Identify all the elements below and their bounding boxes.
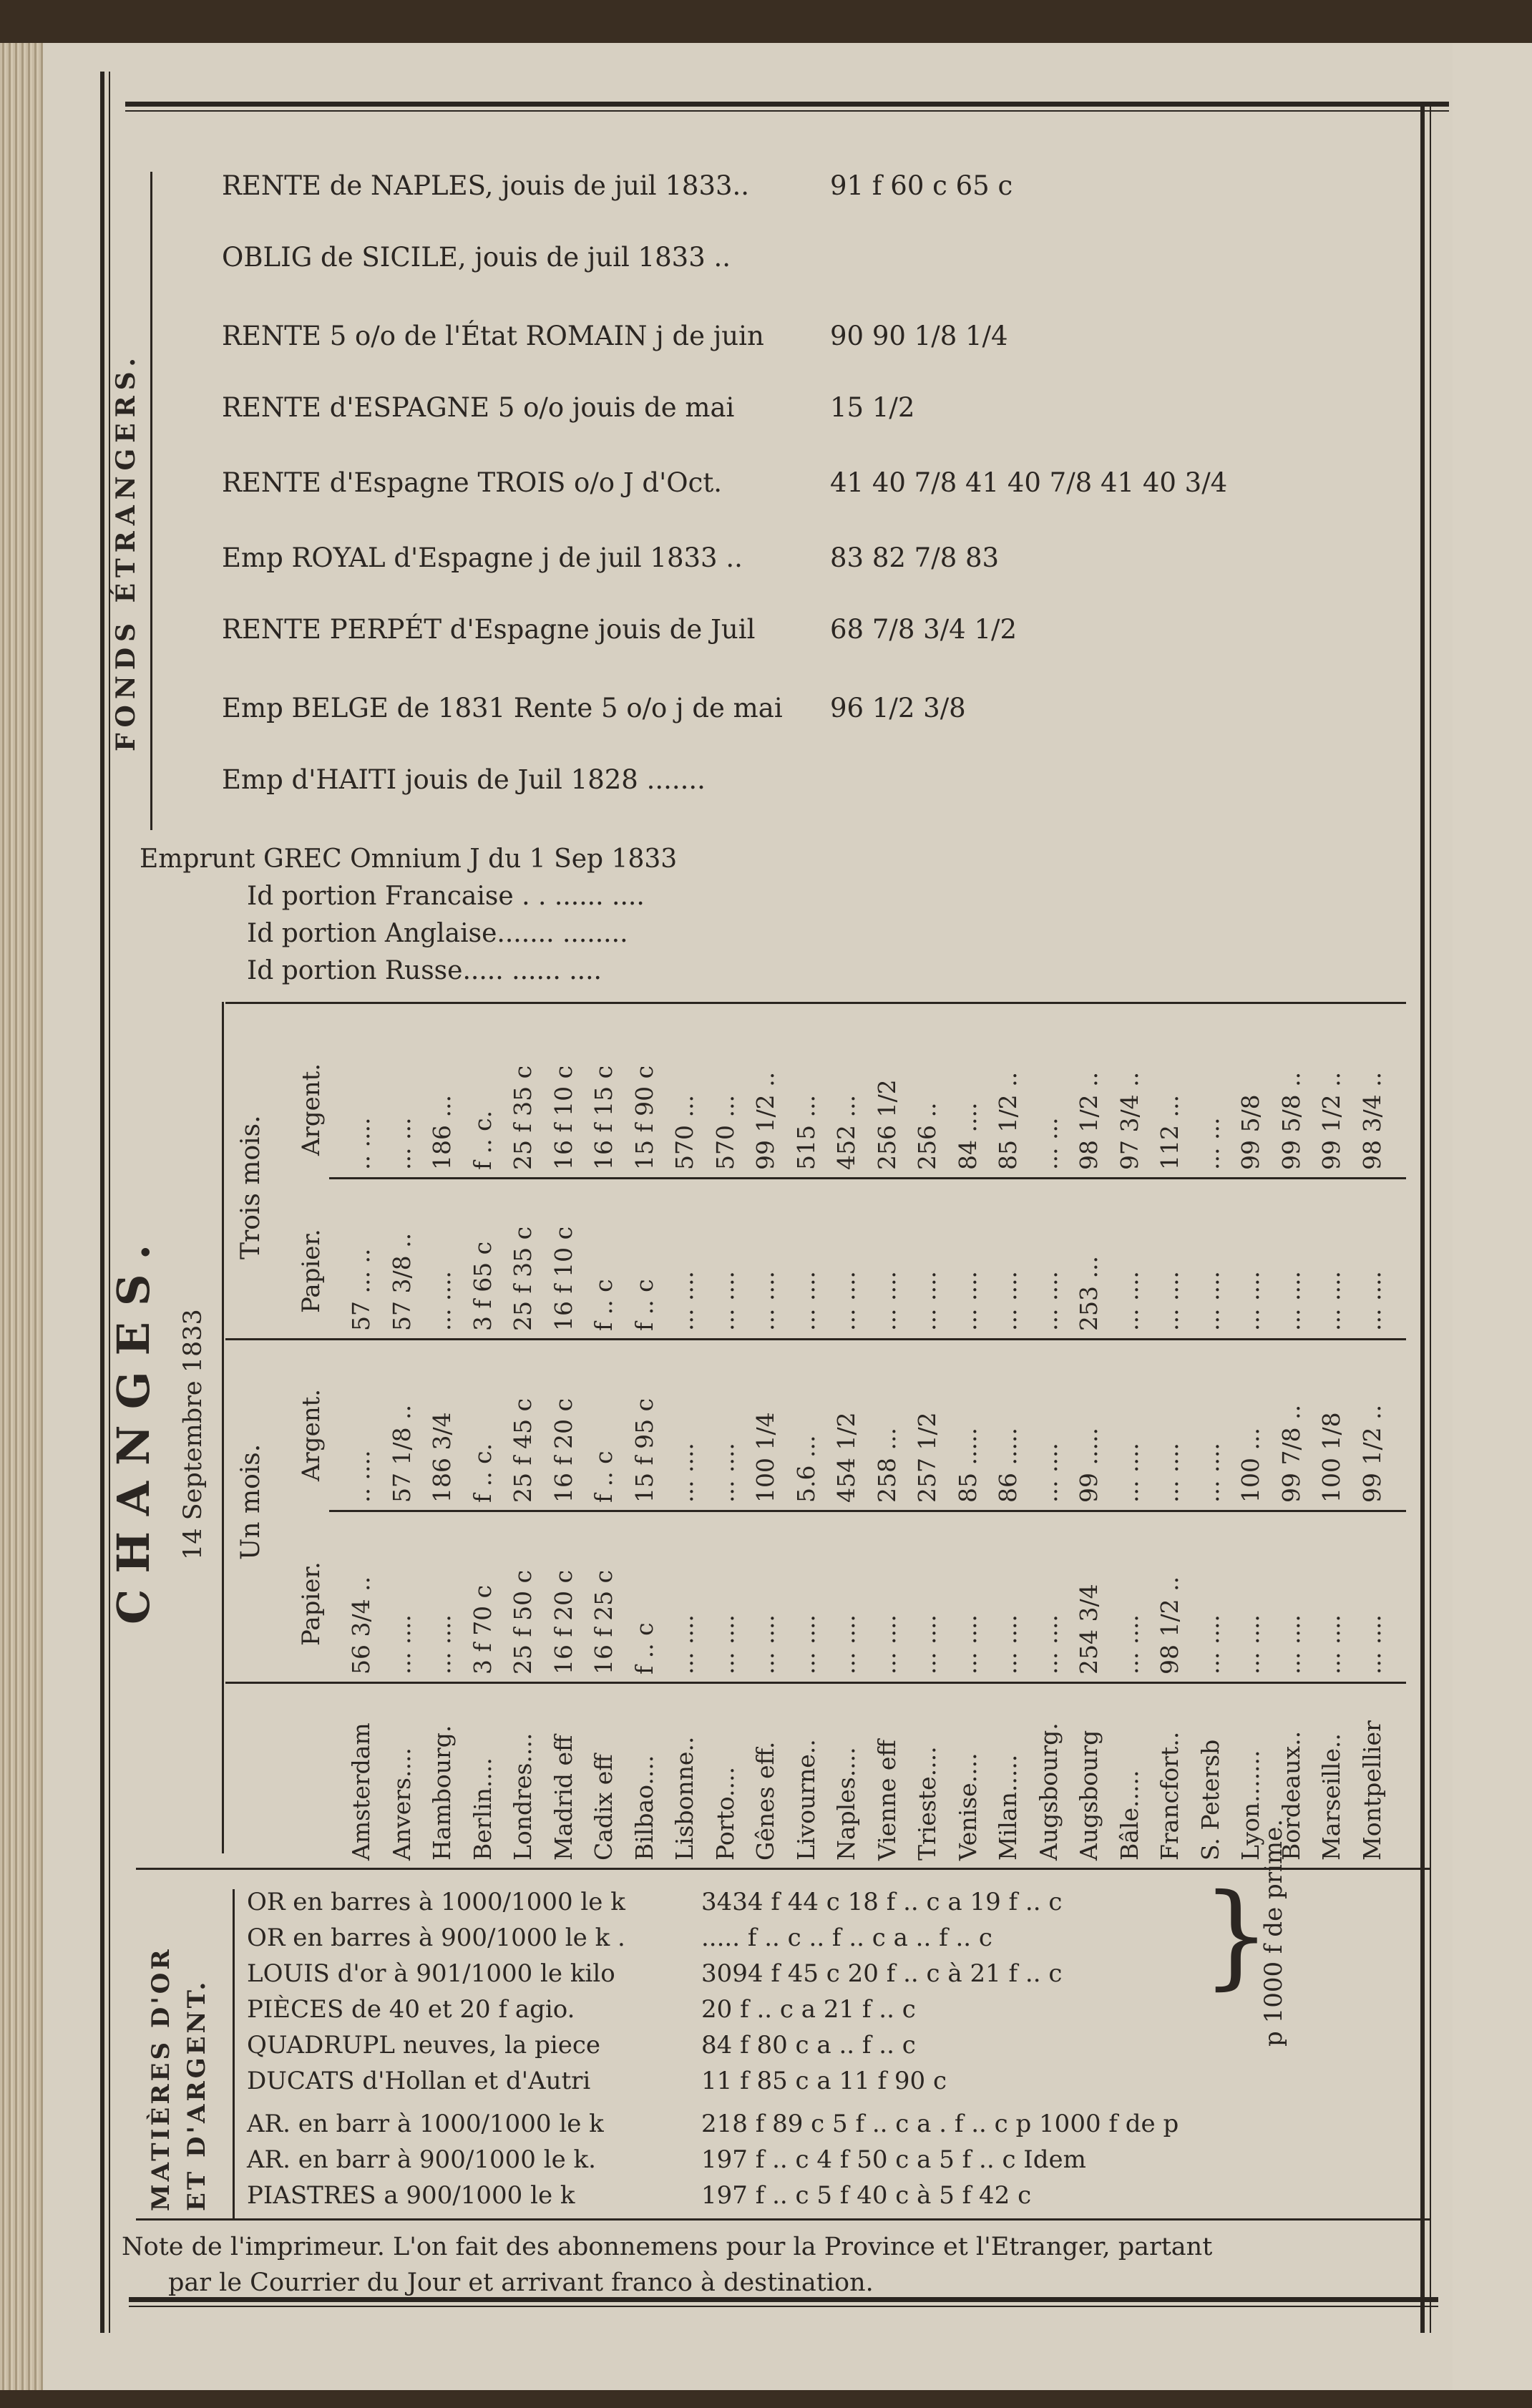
rate-value: 99 ..... [1075,1428,1103,1503]
changes-date: 14 Septembre 1833 [179,1309,208,1560]
city-label: Venise.... [953,1753,982,1861]
rate-value: f .. c. [468,1110,497,1170]
rate-value: 97 3/4 .. [1115,1071,1143,1170]
rate-value: ... .... [1236,1271,1264,1331]
matieres-row-value: ..... f .. c .. f .. c a .. f .. c [701,1924,992,1952]
grec-line: Id portion Francaise . . ...... .... [247,882,645,911]
frame-right-thin-rule [1430,102,1431,2333]
fonds-row-name: Emp ROYAL d'Espagne j de juil 1833 .. [222,542,743,573]
city-label: Lyon....... [1236,1750,1264,1861]
rate-value: ... ... [1196,1117,1224,1170]
rate-value: ... .... [1236,1614,1264,1675]
rate-value: 16 f 10 c [549,1065,577,1170]
matieres-row-value: 197 f .. c 5 f 40 c à 5 f 42 c [701,2181,1032,2210]
rate-value: ... .... [1277,1271,1305,1331]
rate-value: 86 ..... [994,1428,1022,1503]
rate-value: ... .... [832,1271,860,1331]
rate-value: ... .... [1196,1443,1224,1503]
document-page [43,43,1453,2390]
city-label: Porto.... [711,1766,739,1861]
rate-value: ... ... [1034,1117,1063,1170]
grec-line: Id portion Russe..... ...... .... [247,956,602,985]
fonds-row-value: 68 7/8 3/4 1/2 [830,614,1018,645]
fonds-row-value: 96 1/2 3/8 [830,693,966,723]
rate-value: ... .... [1034,1271,1063,1331]
rate-value: 85 1/2 .. [994,1071,1022,1170]
prime-label: p 1000 f de prime. [1259,1818,1288,2047]
city-label: Livourne.. [791,1739,820,1861]
frame-left-thin-rule [109,72,110,2333]
matieres-row-name: PIASTRES a 900/1000 le k [247,2181,575,2210]
rate-value: 3 f 65 c [468,1241,497,1331]
rate-value: ... .... [1357,1271,1386,1331]
matieres-row-name: AR. en barr à 900/1000 le k. [247,2145,596,2174]
fonds-row [222,392,915,423]
rate-value: ... .... [711,1614,739,1675]
rate-value: 256 1/2 [872,1079,901,1170]
matieres-row-value: 197 f .. c 4 f 50 c a 5 f .. c Idem [701,2145,1086,2174]
rate-value: 98 1/2 .. [1156,1576,1184,1675]
fonds-row [222,467,1228,498]
prime-brace: } [1202,1870,1271,2002]
rate-value: ... .... [428,1614,456,1675]
matieres-row-name: AR. en barr à 1000/1000 le k [247,2110,604,2138]
rate-value: 454 1/2 [832,1412,860,1503]
fonds-row-value: 91 f 60 c 65 c [830,170,1013,201]
rate-value: ... .... [428,1271,456,1331]
matieres-row-value: 11 f 85 c a 11 f 90 c [701,2067,947,2095]
rate-value: ... .... [670,1614,698,1675]
frame-right-rule [1420,102,1425,2333]
rate-value: ... .... [953,1614,982,1675]
rate-value: ... .... [751,1614,779,1675]
printer-note-line1: Note de l'imprimeur. L'on fait des abonnemens pour la Province et l'Etranger, partant [122,2233,1213,2261]
matieres-row [247,2031,916,2060]
rate-value: 253 ... [1075,1256,1103,1331]
page-edge [0,43,43,2390]
fonds-row-name: RENTE PERPÉT d'Espagne jouis de Juil [222,614,756,645]
rate-value: 15 f 95 c [630,1398,658,1503]
rate-value: 452 ... [832,1095,860,1170]
city-label: Berlin.... [468,1758,497,1861]
city-label: Lisbonne.. [670,1736,698,1861]
rate-value: 570 ... [670,1095,698,1170]
rate-value: 256 .. [913,1102,941,1170]
argent-label: Argent. [297,1388,326,1481]
rate-value: 3 f 70 c [468,1584,497,1675]
rate-value: .. .... [347,1117,375,1170]
city-label: Anvers.... [387,1747,416,1861]
changes-left-rule [222,1002,224,1853]
city-label: Montpellier [1357,1720,1386,1861]
fonds-row-name: RENTE d'ESPAGNE 5 o/o jouis de mai [222,392,735,423]
changes-hrule [225,1002,1406,1004]
city-label: Augsbourg. [1034,1722,1063,1861]
fonds-row-name: RENTE 5 o/o de l'État ROMAIN j de juin [222,321,764,351]
rate-value: ... .... [832,1614,860,1675]
grec-line: Id portion Anglaise....... ........ [247,919,628,948]
rate-value: 5.6 ... [791,1435,820,1503]
note-rule [136,2218,1431,2221]
city-label: Marseille.. [1317,1733,1345,1861]
city-label: Vienne eff [872,1740,901,1861]
rate-value: .. .... [347,1450,375,1503]
rate-value: 100 1/8 [1317,1412,1345,1503]
city-label: Bâle..... [1115,1770,1143,1861]
rate-value: 15 f 90 c [630,1065,658,1170]
rate-value: 99 1/2 .. [751,1071,779,1170]
frame-bottom-rule [129,2297,1438,2302]
frame-left-rule [100,72,104,2333]
rate-value: 99 5/8 [1236,1094,1264,1170]
rate-value: ... .... [1317,1614,1345,1675]
matieres-row-name: OR en barres à 900/1000 le k . [247,1924,625,1952]
matieres-row-name: OR en barres à 1000/1000 le k [247,1888,625,1916]
rate-value: 16 f 20 c [549,1569,577,1675]
rate-value: 99 1/2 .. [1317,1071,1345,1170]
city-label: S. Petersb [1196,1739,1224,1861]
rate-value: f .. c [590,1279,618,1331]
matieres-row [247,1888,1063,1916]
matieres-row-name: QUADRUPL neuves, la piece [247,2031,600,2060]
matieres-label: ET D'ARGENT. [182,1979,211,2211]
rate-value: ... ... [387,1117,416,1170]
changes-hrule [329,1510,1406,1512]
changes-hrule [225,1682,1406,1684]
rate-value: ... .... [1115,1443,1143,1503]
fonds-row [222,542,1000,573]
rate-value: ... .... [387,1614,416,1675]
rate-value: ... .... [913,1614,941,1675]
matieres-row [247,2145,1086,2174]
matieres-row [247,2067,947,2095]
matieres-row-value: 3094 f 45 c 20 f .. c à 21 f .. c [701,1959,1063,1988]
trois-mois-label: Trois mois. [236,1115,265,1259]
matieres-row-value: 3434 f 44 c 18 f .. c a 19 f .. c [701,1888,1063,1916]
rate-value: ... .... [751,1271,779,1331]
city-label: Hambourg. [428,1725,456,1861]
matieres-row [247,2181,1032,2210]
fonds-row-value: 90 90 1/8 1/4 [830,321,1008,351]
rate-value: 99 7/8 .. [1277,1404,1305,1503]
rate-value: 25 f 35 c [509,1226,537,1331]
fonds-row [222,170,1013,201]
rate-value: 258 ... [872,1428,901,1503]
papier-label: Papier. [297,1561,326,1646]
fonds-label: FONDS ÉTRANGERS. [111,352,141,751]
matieres-row [247,2110,1179,2138]
city-label: Bordeaux.. [1277,1730,1305,1861]
rate-value: 16 f 20 c [549,1398,577,1503]
rate-value: 515 ... [791,1095,820,1170]
city-label: Trieste.... [913,1746,941,1861]
city-label: Milan..... [994,1754,1022,1861]
rate-value: 100 ... [1236,1428,1264,1503]
rate-value: 16 f 10 c [549,1226,577,1331]
fonds-row-value: 41 40 7/8 41 40 7/8 41 40 3/4 [830,467,1228,498]
adjacent-page [1453,43,1532,2390]
fonds-row-value: 83 82 7/8 83 [830,542,1000,573]
fonds-row [222,321,1008,351]
rate-value: ... .... [791,1614,820,1675]
fonds-row [222,614,1018,645]
rate-value: 99 1/2 .. [1357,1404,1386,1503]
fonds-row [222,693,966,723]
matieres-label: MATIÈRES D'OR [147,1946,175,2211]
rate-value: f .. c [630,1279,658,1331]
fonds-row-name: Emp BELGE de 1831 Rente 5 o/o j de mai [222,693,783,723]
rate-value: ... .... [1115,1614,1143,1675]
matieres-row-value: 20 f .. c a 21 f .. c [701,1995,916,2024]
city-label: Naples.... [832,1747,860,1861]
frame-top-rule [125,102,1449,107]
rate-value: ... .... [711,1271,739,1331]
fonds-section-rule [150,172,152,830]
rate-value: 112 ... [1156,1095,1184,1170]
rate-value: 186 3/4 [428,1412,456,1503]
rate-value: 257 1/2 [913,1412,941,1503]
argent-label: Argent. [297,1063,326,1156]
rate-value: ... .... [1196,1614,1224,1675]
matieres-row-name: DUCATS d'Hollan et d'Autri [247,2067,591,2095]
city-label: Gênes eff. [751,1741,779,1861]
matieres-row-name: LOUIS d'or à 901/1000 le kilo [247,1959,615,1988]
rate-value: 85 ..... [953,1428,982,1503]
rate-value: ... .... [1317,1271,1345,1331]
matieres-row-value: 218 f 89 c 5 f .. c a . f .. c p 1000 f de p [701,2110,1179,2138]
changes-title: CHANGES. [107,1228,160,1624]
rate-value: ... .... [670,1271,698,1331]
rate-value: 186 ... [428,1095,456,1170]
rate-value: ... .... [1196,1271,1224,1331]
city-label: Madrid eff [549,1735,577,1861]
city-label: Augsbourg [1075,1730,1103,1861]
rate-value: 254 3/4 [1075,1584,1103,1675]
grec-heading: Emprunt GREC Omnium J du 1 Sep 1833 [140,844,678,874]
rate-value: 56 3/4 .. [347,1576,375,1675]
city-label: Cadix eff [590,1754,618,1861]
printer-note-line2: par le Courrier du Jour et arrivant franco à destination. [168,2268,874,2297]
rate-value: ... .... [711,1443,739,1503]
rate-value: f .. c [590,1451,618,1503]
rate-value: ... .... [872,1614,901,1675]
frame-top-thin-rule [125,110,1449,112]
matieres-rule [233,1889,235,2218]
papier-label: Papier. [297,1229,326,1313]
rate-value: ... .... [1156,1443,1184,1503]
rate-value: ... .... [1034,1443,1063,1503]
rate-value: 98 1/2 .. [1075,1071,1103,1170]
rate-value: ... .... [1115,1271,1143,1331]
changes-hrule [329,1177,1406,1179]
rate-value: 57 3/8 .. [387,1232,416,1331]
rate-value: ... .... [994,1614,1022,1675]
rate-value: 25 f 45 c [509,1398,537,1503]
rate-value: 100 1/4 [751,1412,779,1503]
city-label: Francfort.. [1156,1731,1184,1861]
rate-value: 25 f 50 c [509,1569,537,1675]
rate-value: ... .... [953,1271,982,1331]
fonds-row-name: OBLIG de SICILE, jouis de juil 1833 .. [222,242,731,273]
rate-value: 57 1/8 .. [387,1404,416,1503]
rate-value: f .. c. [468,1443,497,1503]
rate-value: ... .... [791,1271,820,1331]
matieres-row-value: 84 f 80 c a .. f .. c [701,2031,916,2060]
matieres-row [247,1995,916,2024]
rate-value: 16 f 25 c [590,1569,618,1675]
frame-bottom-thin-rule [129,2306,1438,2307]
rate-value: 570 ... [711,1095,739,1170]
fonds-row-value: 15 1/2 [830,392,915,423]
city-label: Bilbao.... [630,1755,658,1861]
un-mois-label: Un mois. [236,1443,265,1560]
rate-value: ... .... [1034,1614,1063,1675]
rate-value: 99 5/8 .. [1277,1071,1305,1170]
fonds-row-name: RENTE d'Espagne TROIS o/o J d'Oct. [222,467,722,498]
rate-value: ... .... [872,1271,901,1331]
rate-value: 84 .... [953,1102,982,1170]
rate-value: ... .... [1357,1614,1386,1675]
rate-value: ... .... [1156,1271,1184,1331]
rate-value: 16 f 15 c [590,1065,618,1170]
rate-value: ... .... [913,1271,941,1331]
rate-value: 25 f 35 c [509,1065,537,1170]
fonds-row-name: RENTE de NAPLES, jouis de juil 1833.. [222,170,750,201]
rate-value: ... .... [1277,1614,1305,1675]
matieres-row-name: PIÈCES de 40 et 20 f agio. [247,1995,575,2024]
matieres-row [247,1959,1063,1988]
city-label: Londres.... [509,1732,537,1861]
rate-value: ... .... [670,1443,698,1503]
fonds-row [222,242,731,273]
rate-value: f .. c [630,1622,658,1675]
changes-hrule [225,1338,1406,1340]
matieres-row [247,1924,992,1952]
changes-hrule [136,1868,1431,1870]
rate-value: 57 ... .. [347,1248,375,1331]
fonds-row [222,764,706,795]
rate-value: 98 3/4 .. [1357,1071,1386,1170]
rate-value: ... .... [994,1271,1022,1331]
city-label: Amsterdam [347,1722,375,1861]
fonds-row-name: Emp d'HAITI jouis de Juil 1828 ....... [222,764,706,795]
